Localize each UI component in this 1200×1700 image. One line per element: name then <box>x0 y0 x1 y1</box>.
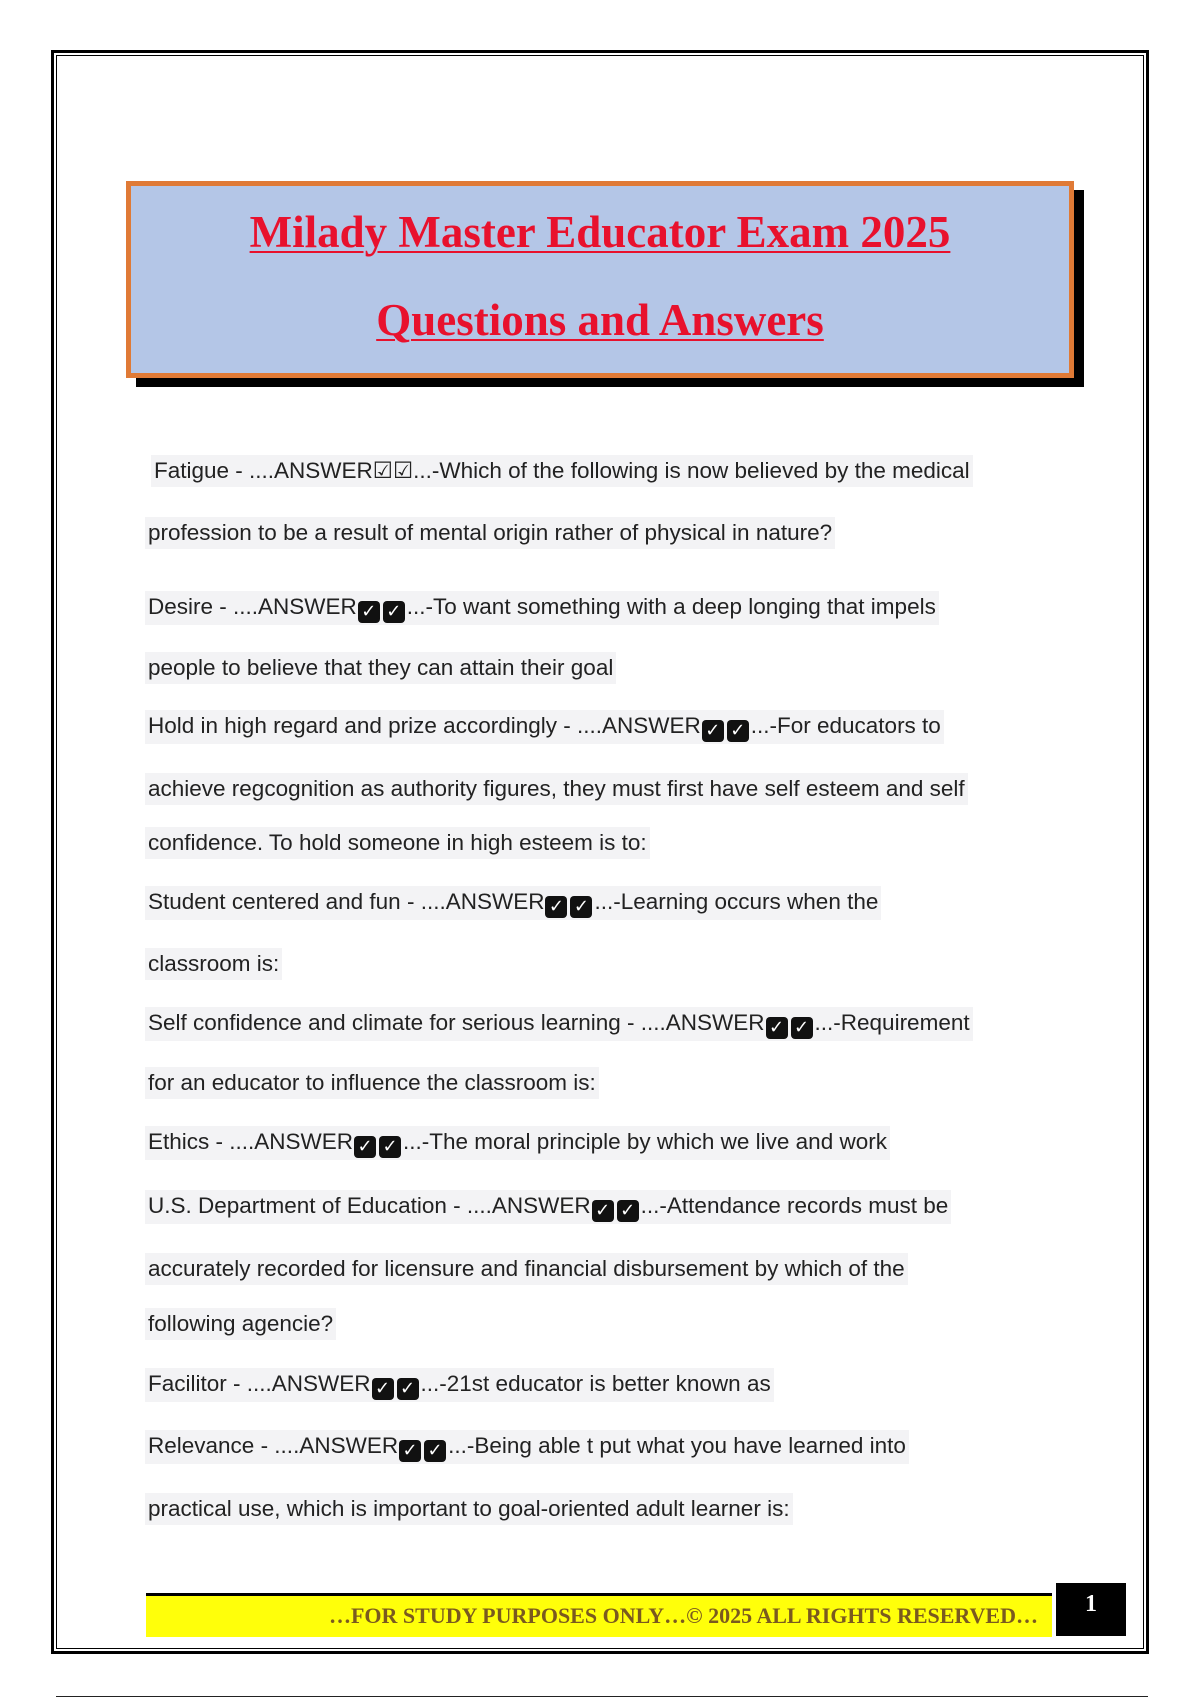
qa-line <box>145 1007 973 1041</box>
qa-text: people to believe that they can attain their goal <box>148 655 614 680</box>
qa-line <box>145 1067 599 1099</box>
qa-line <box>145 1368 774 1402</box>
qa-line <box>145 773 968 805</box>
qa-answer-text: Facilitor - ....ANSWER <box>148 1371 371 1396</box>
qa-answer-text: Student centered and fun - ....ANSWER <box>148 889 545 914</box>
qa-question-text: ...-The moral principle by which we live and work <box>403 1129 887 1154</box>
document-title: Milady Master Educator Exam 2025 <box>249 207 951 257</box>
checkmark-icon: ✓ <box>354 1136 376 1158</box>
qa-answer-text: Hold in high regard and prize accordingly - ....ANSWER <box>148 713 701 738</box>
checkmark-icon: ✓ <box>545 896 567 918</box>
checkmark-icon: ✓ <box>592 1200 614 1222</box>
bottom-rule <box>56 1696 1148 1697</box>
checkmark-icon: ✓ <box>570 896 592 918</box>
qa-text: profession to be a result of mental origin rather of physical in nature? <box>148 520 833 545</box>
checkmark-icon: ✓ <box>791 1017 813 1039</box>
footer-notice: …FOR STUDY PURPOSES ONLY…© 2025 ALL RIGHTS RESERVED… <box>146 1593 1052 1637</box>
qa-answer-text: U.S. Department of Education - ....ANSWER <box>148 1193 591 1218</box>
checkmark-icon: ✓ <box>766 1017 788 1039</box>
qa-line <box>151 455 973 487</box>
qa-line <box>145 1430 909 1464</box>
qa-text: practical use, which is important to goal-oriented adult learner is: <box>148 1496 790 1521</box>
checkmark-icon: ✓ <box>372 1378 394 1400</box>
checkmark-icon: ✓ <box>617 1200 639 1222</box>
qa-text: achieve regcognition as authority figures, they must first have self esteem and self <box>148 776 965 801</box>
checkmark-icon: ✓ <box>383 601 405 623</box>
qa-question-text: ...-Attendance records must be <box>640 1193 949 1218</box>
checkmark-icon: ✓ <box>702 720 724 742</box>
qa-text: classroom is: <box>148 951 280 976</box>
qa-line <box>145 517 835 549</box>
checkmark-icon: ✓ <box>379 1136 401 1158</box>
qa-line <box>145 652 616 684</box>
qa-answer-text: Desire - ....ANSWER <box>148 594 357 619</box>
qa-line <box>145 1493 793 1525</box>
qa-line <box>145 886 881 920</box>
document-subtitle: Questions and Answers <box>376 295 824 345</box>
checkmark-icon: ✓ <box>399 1440 421 1462</box>
qa-question-text: ...-For educators to <box>750 713 941 738</box>
qa-question-text: ...-To want something with a deep longing that impels <box>406 594 936 619</box>
qa-line <box>145 591 939 625</box>
qa-text: for an educator to influence the classroom is: <box>148 1070 596 1095</box>
checkmark-icon: ✓ <box>727 720 749 742</box>
qa-question-text: ...-21st educator is better known as <box>420 1371 771 1396</box>
qa-line <box>145 827 650 859</box>
qa-line <box>145 710 944 744</box>
qa-answer-text: Relevance - ....ANSWER <box>148 1433 399 1458</box>
qa-question-text: ...-Being able t put what you have learned into <box>448 1433 906 1458</box>
qa-line <box>145 1126 890 1160</box>
qa-question-text: ...-Learning occurs when the <box>594 889 879 914</box>
qa-answer-text: Ethics - ....ANSWER <box>148 1129 354 1154</box>
title-box <box>126 181 1074 378</box>
qa-line <box>145 1190 951 1224</box>
qa-text: Fatigue - ....ANSWER☑☑...-Which of the following is now believed by the medical <box>154 458 970 483</box>
qa-answer-text: Self confidence and climate for serious learning - ....ANSWER <box>148 1010 765 1035</box>
checkmark-icon: ✓ <box>397 1378 419 1400</box>
qa-line <box>145 948 282 980</box>
checkmark-icon: ✓ <box>358 601 380 623</box>
qa-line <box>145 1308 336 1340</box>
qa-question-text: ...-Requirement <box>814 1010 970 1035</box>
checkmark-icon: ✓ <box>424 1440 446 1462</box>
qa-text: confidence. To hold someone in high esteem is to: <box>148 830 647 855</box>
qa-text: following agencie? <box>148 1311 334 1336</box>
qa-line <box>145 1253 908 1285</box>
page-number: 1 <box>1056 1583 1126 1636</box>
qa-text: accurately recorded for licensure and financial disbursement by which of the <box>148 1256 905 1281</box>
